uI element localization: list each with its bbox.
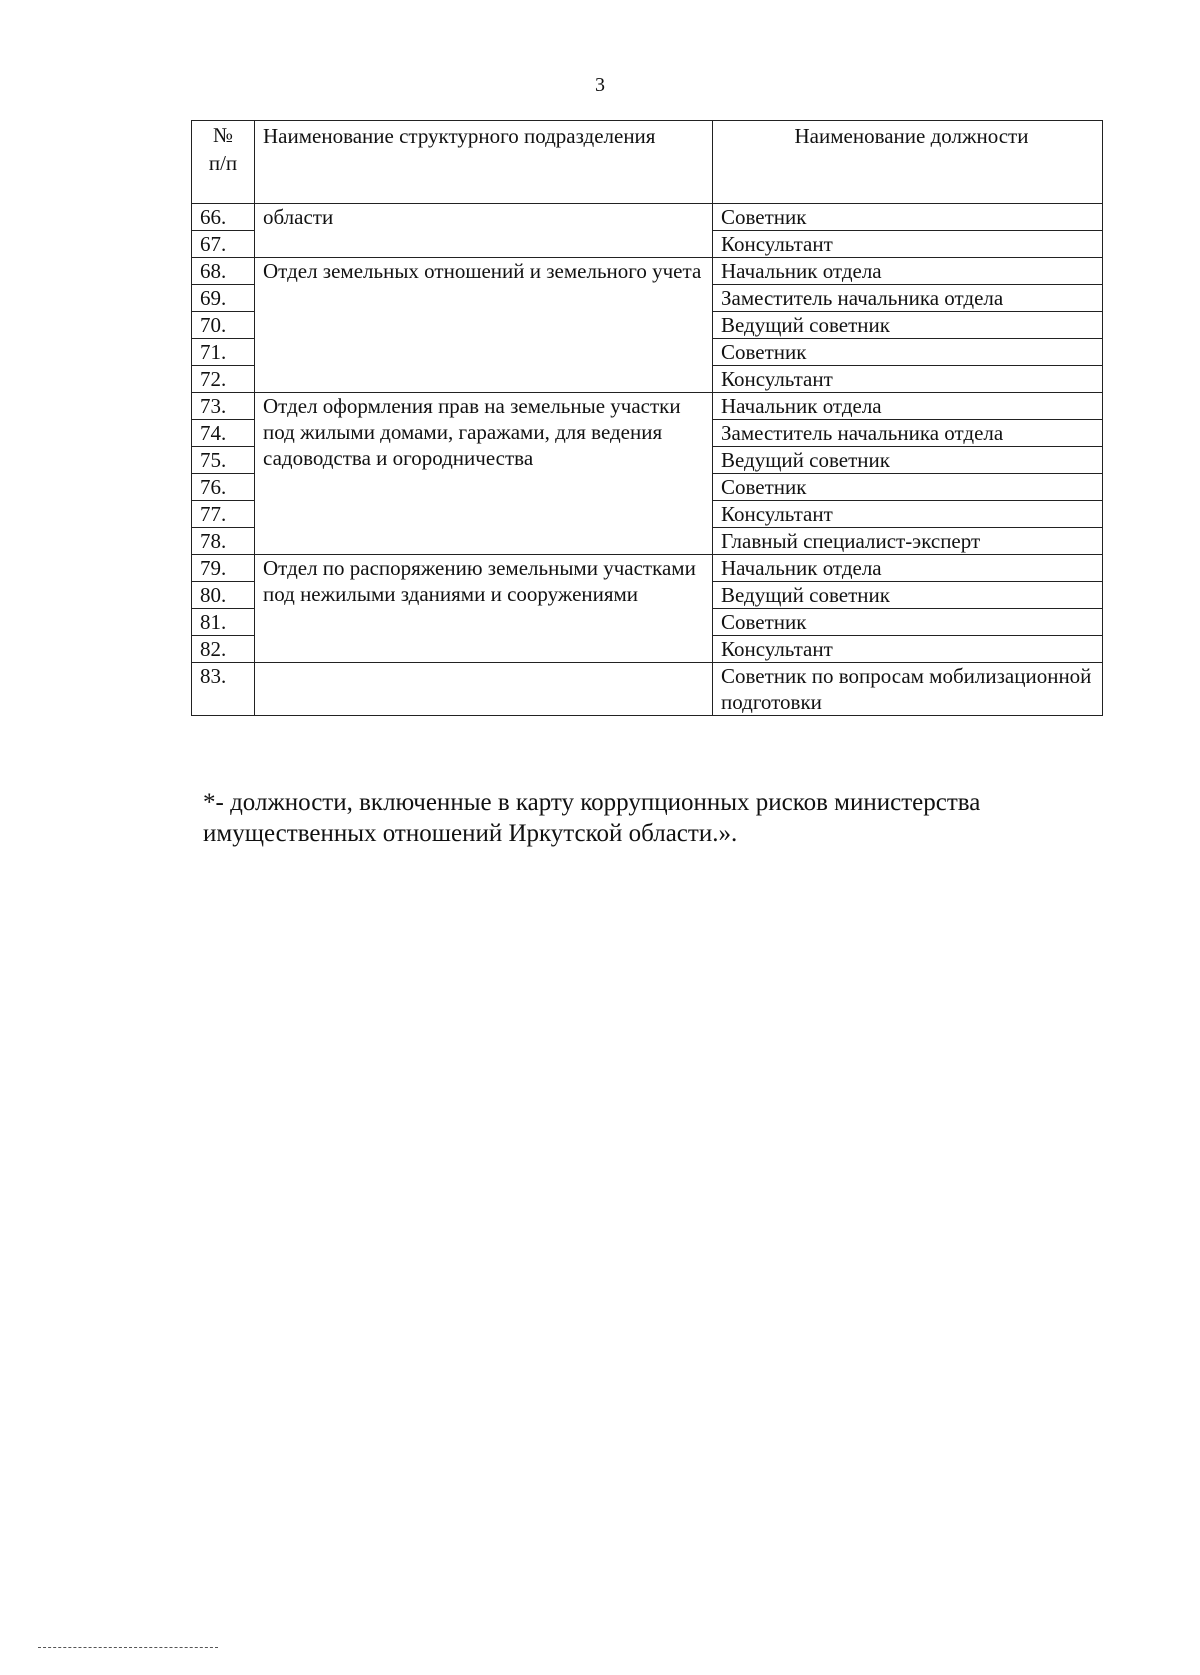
table-row <box>192 393 1103 420</box>
row-number: 79. <box>192 555 255 582</box>
position-name: Советник по вопросам мобилизационной подготовки <box>713 663 1103 716</box>
row-number: 71. <box>192 339 255 366</box>
department-name <box>255 663 713 716</box>
row-number: 66. <box>192 204 255 231</box>
footnote: *- должности, включенные в карту коррупционных рисков министерства имущественных отношений Иркутской области.». <box>203 789 981 847</box>
department-name: Отдел земельных отношений и земельного учета <box>255 258 713 393</box>
position-name: Советник <box>713 609 1103 636</box>
position-name: Ведущий советник <box>713 447 1103 474</box>
position-name: Консультант <box>713 231 1103 258</box>
row-number: 67. <box>192 231 255 258</box>
position-name: Заместитель начальника отдела <box>713 285 1103 312</box>
bottom-scan-artifact <box>38 1647 218 1650</box>
header-position: Наименование должности <box>713 121 1103 204</box>
position-name: Ведущий советник <box>713 582 1103 609</box>
row-number: 77. <box>192 501 255 528</box>
positions-table <box>191 120 1103 716</box>
table-row <box>192 204 1103 231</box>
row-number: 78. <box>192 528 255 555</box>
position-name: Консультант <box>713 636 1103 663</box>
row-number: 82. <box>192 636 255 663</box>
department-name: области <box>255 204 713 258</box>
table-body <box>192 204 1103 716</box>
row-number: 70. <box>192 312 255 339</box>
row-number: 81. <box>192 609 255 636</box>
table-header-row <box>192 121 1103 204</box>
page-number: 3 <box>595 74 605 96</box>
position-name: Начальник отдела <box>713 258 1103 285</box>
header-number: № п/п <box>192 121 255 204</box>
table-row <box>192 258 1103 285</box>
position-name: Советник <box>713 204 1103 231</box>
row-number: 80. <box>192 582 255 609</box>
row-number: 72. <box>192 366 255 393</box>
row-number: 75. <box>192 447 255 474</box>
row-number: 74. <box>192 420 255 447</box>
position-name: Главный специалист-эксперт <box>713 528 1103 555</box>
position-name: Консультант <box>713 366 1103 393</box>
position-name: Начальник отдела <box>713 555 1103 582</box>
header-department: Наименование структурного подразделения <box>255 121 713 204</box>
position-name: Начальник отдела <box>713 393 1103 420</box>
department-name: Отдел оформления прав на земельные участки под жилыми домами, гаражами, для ведения садоводства и огородничества <box>255 393 713 555</box>
position-name: Консультант <box>713 501 1103 528</box>
table-row <box>192 555 1103 582</box>
position-name: Советник <box>713 474 1103 501</box>
row-number: 73. <box>192 393 255 420</box>
row-number: 83. <box>192 663 255 716</box>
position-name: Заместитель начальника отдела <box>713 420 1103 447</box>
position-name: Советник <box>713 339 1103 366</box>
row-number: 76. <box>192 474 255 501</box>
row-number: 68. <box>192 258 255 285</box>
row-number: 69. <box>192 285 255 312</box>
table-row <box>192 663 1103 716</box>
department-name: Отдел по распоряжению земельными участками под нежилыми зданиями и сооружениями <box>255 555 713 663</box>
position-name: Ведущий советник <box>713 312 1103 339</box>
